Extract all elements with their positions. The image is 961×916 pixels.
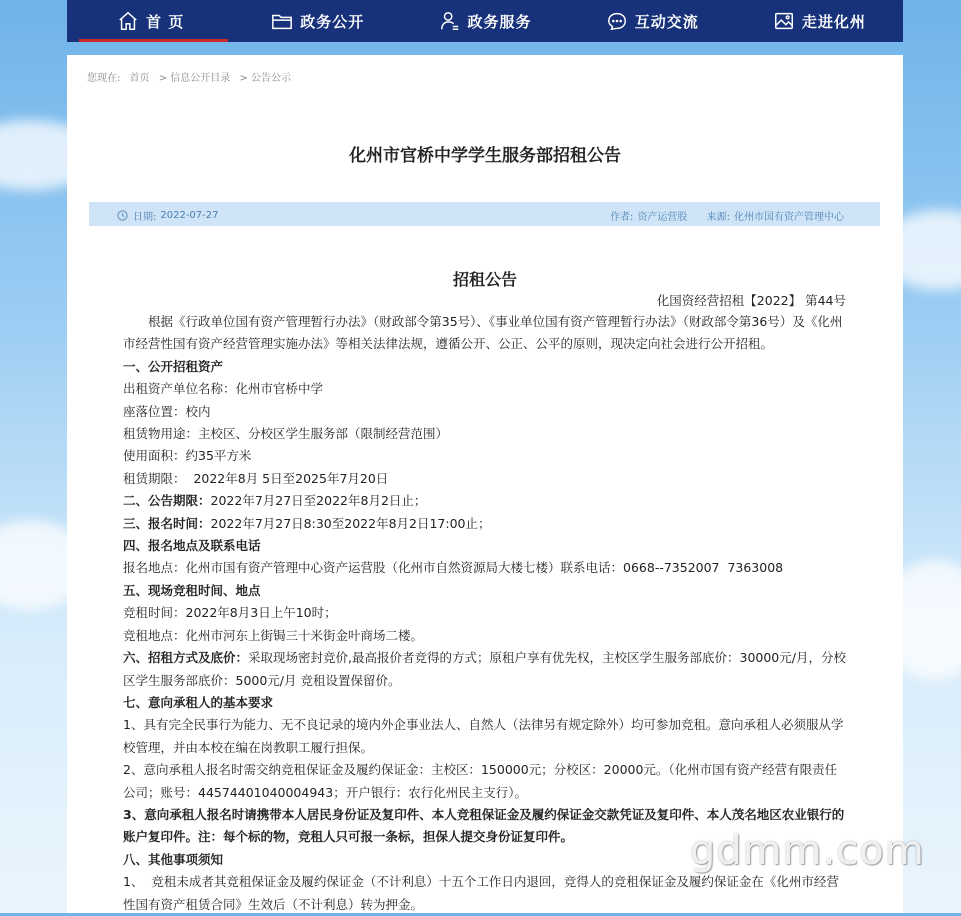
- breadcrumb-prefix: 您现在:: [87, 73, 121, 84]
- requirement-1: 1、具有完全民事行为能力、无不良记录的境内外企事业法人、自然人（法律另有规定除外）均可参加竞租。意向承租人必须服从学校管理，并由本校在编在岗教职工履行担保。: [123, 717, 844, 755]
- section-heading: 七、意向承租人的基本要求: [123, 694, 274, 710]
- nav-label: 首 页: [145, 12, 185, 31]
- nav-item-home[interactable]: [67, 0, 234, 42]
- nav-label: 政务公开: [300, 12, 365, 31]
- article-author-source: [606, 208, 844, 223]
- lease-term: 租赁期限： 2022年8月 5日至2025年7月20日: [123, 470, 389, 486]
- main-nav: [67, 0, 903, 42]
- nav-item-government-affairs[interactable]: [234, 0, 401, 42]
- bidding-method: 采取现场密封竞价,最高报价者竞得的方式；原租户享有优先权，主校区学生服务部底价：30000元/月，分校区学生服务部底价：5000元/月 竞租设置保留价。: [123, 650, 846, 688]
- home-icon: [117, 10, 139, 32]
- bidding-time: 竞租时间：2022年8月3日上午10时；: [123, 605, 337, 621]
- picture-icon: [773, 10, 795, 32]
- asset-usage: 租赁物用途：主校区、分校区学生服务部（限制经营范围）: [123, 426, 449, 442]
- document-body: [123, 311, 849, 916]
- date-value: 2022-07-27: [160, 210, 219, 221]
- nav-label: 互动交流: [634, 12, 699, 31]
- breadcrumb-item-notices[interactable]: > 公告公示: [239, 73, 292, 84]
- section-heading: 一、公开招租资产: [123, 358, 224, 374]
- document-number: 化国资经营招租【2022】 第44号: [656, 293, 846, 308]
- site-watermark: gdmm.com: [690, 828, 925, 874]
- user-service-icon: [439, 10, 461, 32]
- source-value: 化州市国有资产管理中心: [734, 212, 844, 223]
- content-page: [67, 55, 903, 913]
- author-label: 作者:: [610, 212, 634, 223]
- section-heading: 六、招租方式及底价：: [123, 650, 249, 666]
- section-heading: 八、其他事项须知: [123, 851, 224, 867]
- breadcrumb: [87, 69, 297, 84]
- article-meta-bar: [89, 202, 880, 226]
- other-note-1: 1、 竞租未成者其竞租保证金及履约保证金（不计利息）十五个工作日内退回，竞得人的竞租保证金及履约保证金在《化州市经营性国有资产租赁合同》生效后（不计利息）转为押金。: [123, 874, 839, 912]
- breadcrumb-item-catalog[interactable]: > 信息公开目录: [158, 73, 231, 84]
- registration-place: 报名地点：化州市国有资产管理中心资产运营股（化州市自然资源局大楼七楼）联系电话：0668--7352007 7363008: [123, 560, 784, 576]
- asset-area: 使用面积：约35平方米: [123, 448, 252, 464]
- clock-icon: [117, 210, 128, 221]
- nav-item-interaction[interactable]: [569, 0, 736, 42]
- folder-icon: [271, 10, 293, 32]
- nav-label: 走进化州: [801, 12, 866, 31]
- chat-icon: [606, 10, 628, 32]
- section-heading: 四、报名地点及联系电话: [123, 538, 261, 554]
- author-value: 资产运营股: [637, 212, 688, 223]
- section-heading: 二、公告期限：: [123, 493, 211, 509]
- asset-unit: 出租资产单位名称：化州市官桥中学: [123, 381, 324, 397]
- registration-time: 2022年7月27日8:30至2022年8月2日17:00止；: [210, 515, 491, 531]
- requirement-3: 3、意向承租人报名时请携带本人居民身份证及复印件、本人竞租保证金及履约保证金交款凭证及复印件、本人茂名地区农业银行的账户复印件。注：每个标的物，竞租人只可报一条标，担保人提交身份证复印件。: [123, 806, 845, 845]
- nav-item-government-services[interactable]: [401, 0, 568, 42]
- page-title: 化州市官桥中学学生服务部招租公告: [349, 146, 621, 166]
- asset-location: 座落位置：校内: [123, 403, 211, 419]
- section-heading: 三、报名时间：: [123, 515, 211, 531]
- intro-paragraph: 根据《行政单位国有资产管理暂行办法》（财政部令第35号）、《事业单位国有资产管理暂行办法》（财政部令第36号）及《化州市经营性国有资产经营管理实施办法》等相关法律法规，遵循公开、公正、公平的原则，现决定向社会进行公开招租。: [123, 314, 843, 352]
- nav-item-about-huazhou[interactable]: [736, 0, 903, 42]
- source-label: 来源:: [706, 212, 730, 223]
- section-heading: 五、现场竞租时间、地点: [123, 582, 261, 598]
- bidding-place: 竞租地点：化州市河东上街锔三十米街金叶商场二楼。: [123, 627, 424, 643]
- document-title: 招租公告: [452, 270, 517, 289]
- date-label: 日期:: [133, 212, 157, 223]
- article-date: [117, 208, 219, 223]
- nav-label: 政务服务: [467, 12, 532, 31]
- breadcrumb-item-home[interactable]: 首页: [129, 73, 150, 84]
- notice-period: 2022年7月27日至2022年8月2日止；: [210, 493, 427, 509]
- requirement-2: 2、意向承租人报名时需交纳竞租保证金及履约保证金：主校区：150000元；分校区：20000元。（化州市国有资产经营有限责任公司；账号：44574401040004943；开户银行：农行化州民主支行）。: [123, 762, 838, 800]
